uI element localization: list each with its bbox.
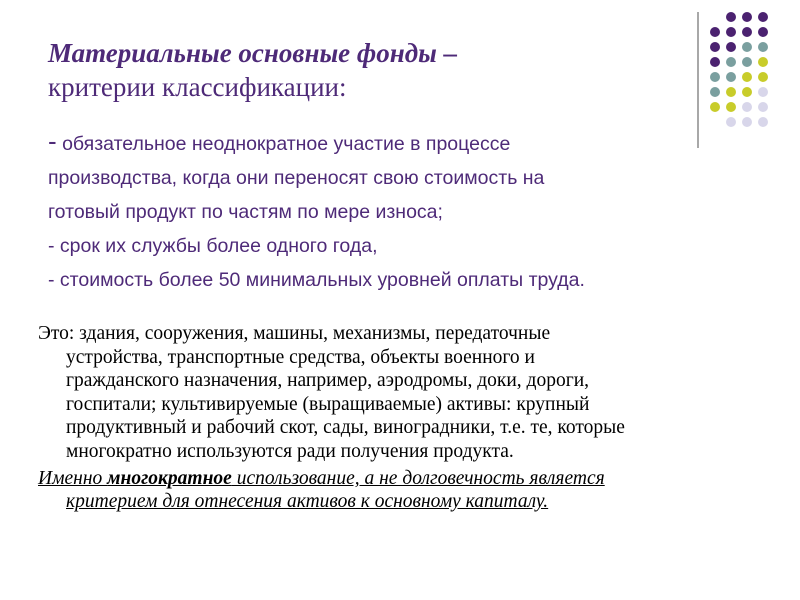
decorative-dot (758, 27, 768, 37)
body-line: продуктивный и рабочий скот, сады, виноградники, т.е. те, которые (66, 417, 625, 439)
decorative-dot (742, 27, 752, 37)
assets-description (38, 322, 778, 464)
criteria-text: производства, когда они переносят свою стоимость на (48, 167, 545, 189)
criteria-line (48, 124, 748, 161)
decorative-dot (758, 102, 768, 112)
body-line: гражданского назначения, например, аэродромы, доки, дороги, (66, 370, 590, 392)
decorative-dot (758, 117, 768, 127)
decorative-dot (742, 42, 752, 52)
decorative-dot (726, 42, 736, 52)
criteria-text: - срок их службы более одного года, (48, 235, 378, 257)
emphasis-bold-text: многократное (107, 468, 232, 489)
criteria-list (48, 124, 748, 297)
decorative-dot (710, 42, 720, 52)
decorative-dot (742, 102, 752, 112)
criteria-line (48, 195, 748, 229)
decorative-dot (758, 57, 768, 67)
decorative-dot (742, 12, 752, 22)
criteria-dash: - (48, 126, 57, 156)
criteria-line (48, 263, 748, 297)
decorative-dot (710, 27, 720, 37)
emphasis-text: критерием для отнесения активов к основному капиталу. (66, 491, 549, 512)
body-line: многократно используются ради получения продукта. (66, 440, 514, 462)
decorative-dot (710, 102, 720, 112)
decorative-dot (726, 12, 736, 22)
decorative-dot (710, 57, 720, 67)
criteria-text: - стоимость более 50 минимальных уровней оплаты труда. (48, 269, 585, 291)
criteria-text: обязательное неоднократное участие в процессе (56, 133, 511, 155)
body-line: госпитали; культивируемые (выращиваемые) активы: крупный (66, 393, 590, 415)
emphasis-note (38, 467, 778, 513)
emphasis-line-2 (38, 490, 778, 513)
decorative-dot (742, 72, 752, 82)
decorative-dot (758, 12, 768, 22)
title-line-1: Материальные основные фонды – (48, 38, 458, 68)
decorative-dot-grid (707, 12, 787, 132)
emphasis-line-1 (38, 467, 778, 490)
decorative-dot (758, 87, 768, 97)
decorative-dot (710, 87, 720, 97)
title-line-2: критерии классификации: (48, 72, 347, 102)
criteria-text: готовый продукт по частям по мере износа; (48, 201, 443, 223)
decorative-dot (742, 87, 752, 97)
slide-title (48, 36, 698, 104)
decorative-dot (726, 57, 736, 67)
body-line: устройства, транспортные средства, объекты военного и (66, 346, 535, 368)
emphasis-text: Именно (38, 468, 108, 489)
decorative-dot (726, 27, 736, 37)
decorative-dot (710, 72, 720, 82)
emphasis-text: использование, а не долговечность является (231, 468, 605, 489)
decorative-dot (726, 102, 736, 112)
decorative-dot (726, 72, 736, 82)
body-line: Это: здания, сооружения, машины, механизмы, передаточные (38, 323, 551, 344)
decorative-dot (758, 42, 768, 52)
criteria-line (48, 161, 748, 195)
decorative-dot (742, 57, 752, 67)
decorative-dot (726, 87, 736, 97)
criteria-line (48, 229, 748, 263)
decorative-dot (758, 72, 768, 82)
